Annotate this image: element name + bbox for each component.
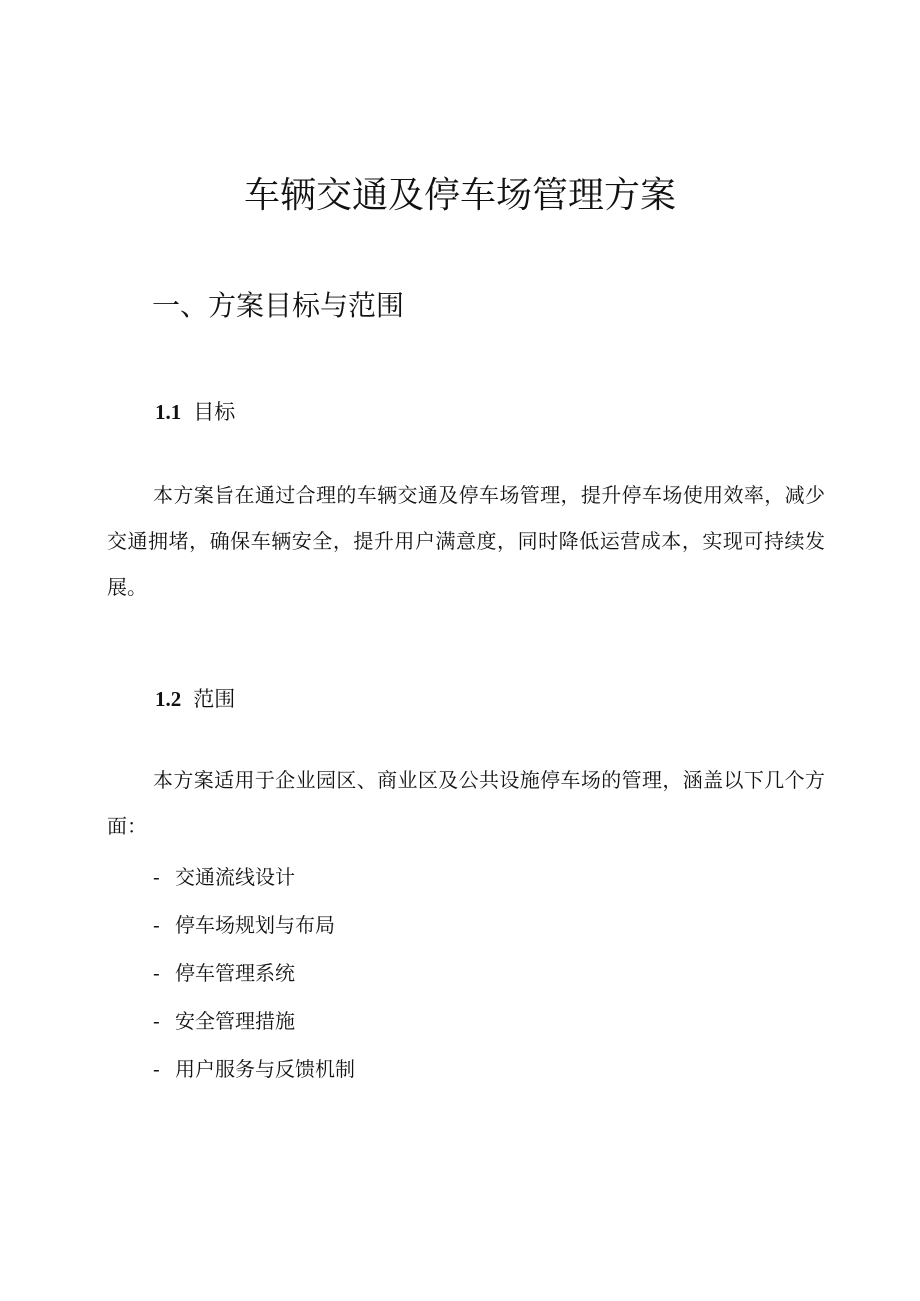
list-item — [153, 901, 355, 949]
list-item — [153, 853, 355, 901]
list-item-text: 安全管理措施 — [175, 1009, 295, 1033]
list-item — [153, 1045, 355, 1093]
list-item-text: 用户服务与反馈机制 — [175, 1057, 355, 1081]
list-item — [153, 949, 355, 997]
goal-paragraph: 本方案旨在通过合理的车辆交通及停车场管理，提升停车场使用效率，减少交通拥堵，确保车辆安全，提升用户满意度，同时降低运营成本，实现可持续发展。 — [107, 483, 825, 599]
subsection-heading-goal — [155, 397, 235, 427]
dash-marker: - — [153, 1057, 160, 1081]
subsection-number: 1.1 — [155, 400, 182, 424]
dash-marker: - — [153, 961, 160, 985]
list-item-text: 停车管理系统 — [175, 961, 295, 985]
subsection-title: 范围 — [193, 687, 236, 711]
scope-list — [153, 853, 355, 1093]
dash-marker: - — [153, 865, 160, 889]
document-title: 车辆交通及停车场管理方案 — [243, 175, 676, 216]
list-item — [153, 997, 355, 1045]
dash-marker: - — [153, 913, 160, 937]
subsection-title: 目标 — [193, 400, 236, 424]
dash-marker: - — [153, 1009, 160, 1033]
subsection-number: 1.2 — [155, 687, 182, 711]
subsection-heading-scope — [155, 684, 235, 714]
section-heading: 一、方案目标与范围 — [152, 289, 405, 322]
scope-paragraph: 本方案适用于企业园区、商业区及公共设施停车场的管理，涵盖以下几个方面： — [107, 768, 825, 838]
list-item-text: 停车场规划与布局 — [175, 913, 335, 937]
list-item-text: 交通流线设计 — [175, 865, 295, 889]
